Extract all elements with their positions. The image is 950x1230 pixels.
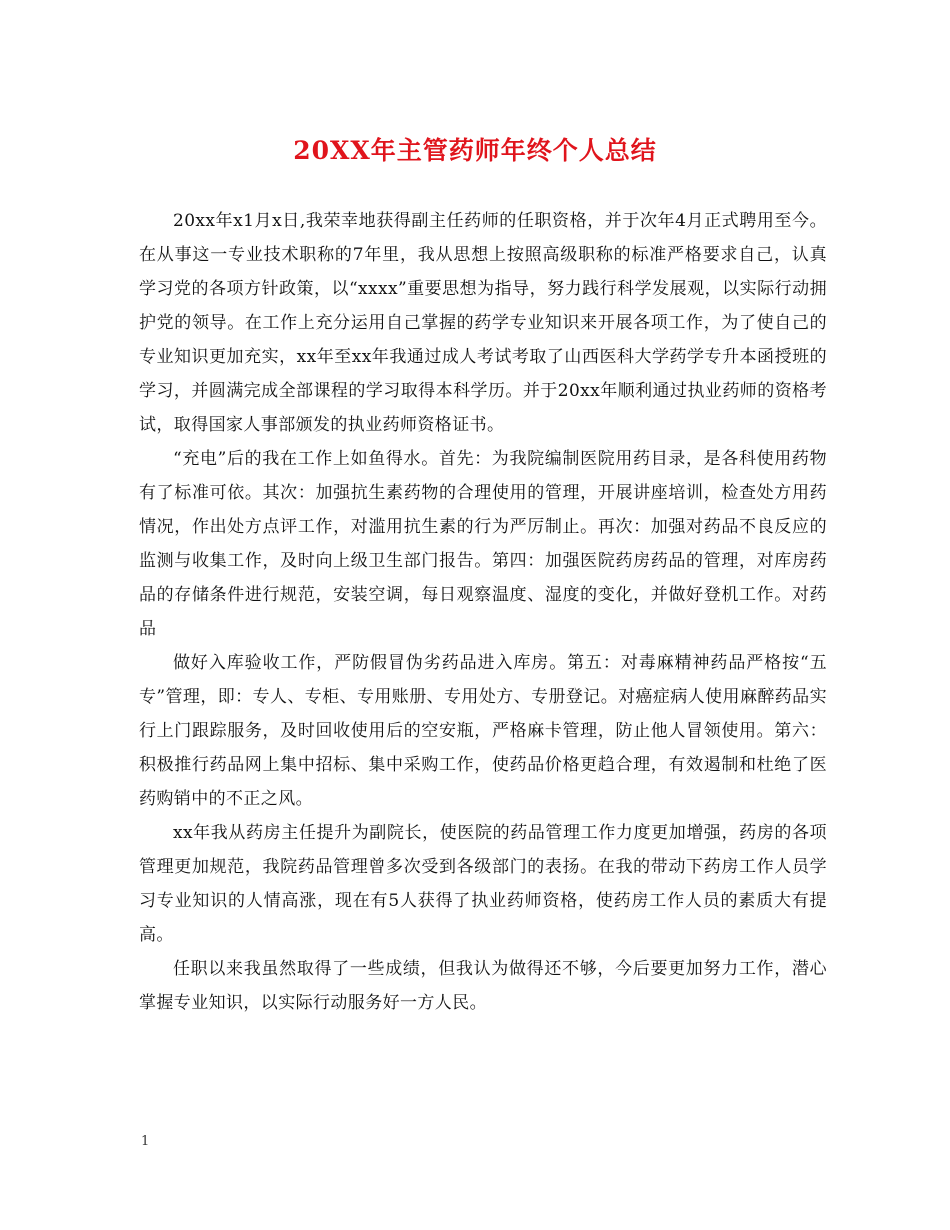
paragraph-2: “充电”后的我在工作上如鱼得水。首先：为我院编制医院用药目录，是各科使用药物有了标准可依。其次：加强抗生素药物的合理使用的管理，开展讲座培训，检查处方用药情况，作出处方点评工作，对滥用抗生素的行为严厉制止。再次：加强对药品不良反应的监测与收集工作，及时向上级卫生部门报告。第四：加强医院药房药品的管理，对库房药品的存储条件进行规范，安装空调，每日观察温度、湿度的变化，并做好登机工作。对药品 xyxy=(139,449,827,639)
page-number: 1 xyxy=(141,1134,150,1149)
paragraph-1: 20xx年x1月x日,我荣幸地获得副主任药师的任职资格，并于次年4月正式聘用至今。在从事这一专业技术职称的7年里，我从思想上按照高级职称的标准严格要求自己，认真学习党的各项方针政策，以“xxxx”重要思想为指导，努力践行科学发展观，以实际行动拥护党的领导。在工作上充分运用自己掌握的药学专业知识来开展各项工作，为了使自己的专业知识更加充实，xx年至xx年我通过成人考试考取了山西医科大学药学专升本函授班的学习，并圆满完成全部课程的学习取得本科学历。并于20xx年顺利通过执业药师的资格考试，取得国家人事部颁发的执业药师资格证书。 xyxy=(139,211,827,435)
document-title: 20XX年主管药师年终个人总结 xyxy=(293,136,657,165)
paragraph-3: 做好入库验收工作，严防假冒伪劣药品进入库房。第五：对毒麻精神药品严格按“五专”管理，即：专人、专柜、专用账册、专用处方、专册登记。对癌症病人使用麻醉药品实行上门跟踪服务，及时回收使用后的空安瓶，严格麻卡管理，防止他人冒领使用。第六：积极推行药品网上集中招标、集中采购工作，使药品价格更趋合理，有效遏制和杜绝了医药购销中的不正之风。 xyxy=(139,653,827,809)
paragraph-5: 任职以来我虽然取得了一些成绩，但我认为做得还不够，今后要更加努力工作，潜心掌握专业知识，以实际行动服务好一方人民。 xyxy=(139,959,827,1013)
paragraph-4: xx年我从药房主任提升为副院长，使医院的药品管理工作力度更加增强，药房的各项管理更加规范，我院药品管理曾多次受到各级部门的表扬。在我的带动下药房工作人员学习专业知识的人情高涨，现在有5人获得了执业药师资格，使药房工作人员的素质大有提高。 xyxy=(139,823,827,945)
document-body xyxy=(139,204,827,1020)
